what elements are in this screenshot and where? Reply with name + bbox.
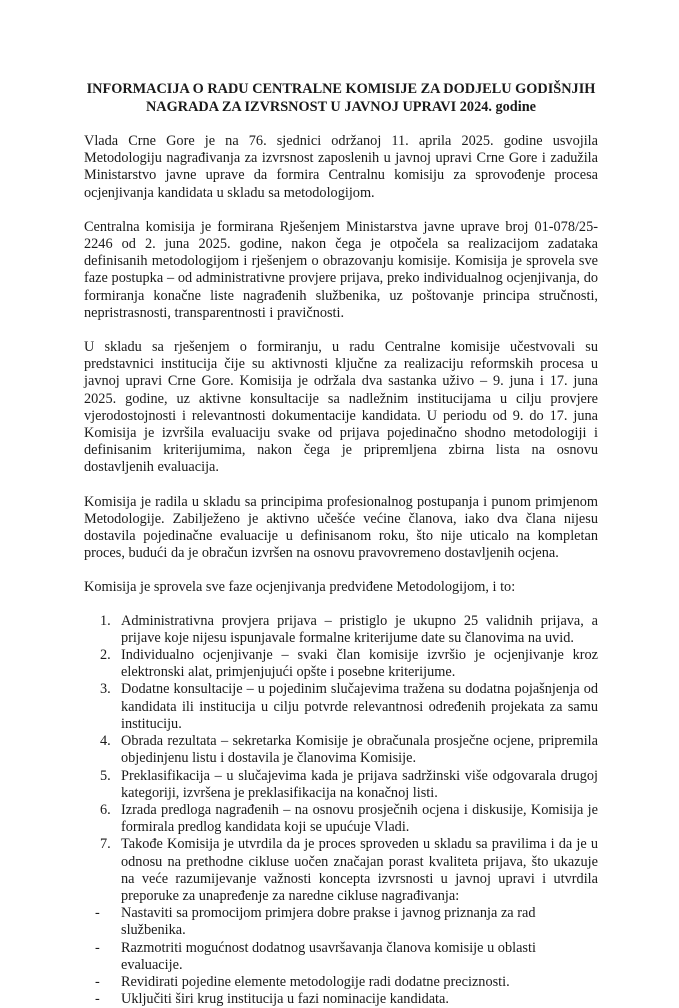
list-number: 5.: [100, 767, 111, 784]
list-item-text: Nastaviti sa promocijom primjera dobre prakse i javnog priznanja za rad službenika.: [121, 905, 536, 939]
list-item: [100, 767, 598, 802]
list-item: [95, 939, 598, 974]
phases-list: [84, 613, 598, 905]
list-item: [100, 681, 598, 733]
dash-bullet-icon: -: [95, 991, 100, 1008]
document-title: [84, 81, 598, 116]
paragraph-commission-work: Komisija je radila u skladu sa principima profesionalnog postupanja i punom primjenom Metodologije. Zabilježeno je aktivno učešće većine članova, iako dva člana nijesu dostavila pojedinačne evaluacije u definisanom roku, što nije uticalo na kompletan proces, budući da je obračun izvršen na osnovu pravovremeno dostavljenih ocjena.: [84, 493, 598, 562]
list-item: [95, 905, 598, 939]
list-item-text: Takođe Komisija je utvrdila da je proces sproveden u skladu sa pravilima i da je u odnosu na prethodne cikluse uočen značajan porast kvaliteta prijava, što ukazuje na veće razumijevanje važnosti koncepta izvrsnosti u javnoj upravi i utvrdila preporuke za unapređenje za naredne cikluse nagrađivanja:: [121, 836, 598, 904]
paragraph-government-decision: Vlada Crne Gore je na 76. sjednici održanoj 11. aprila 2025. godine usvojila Metodologiju nagrađivanja za izvrsnost zaposlenih u javnoj upravi Crne Gore i zadužila Ministarstvo javne uprave da formira Centralnu komisiju za sprovođenje procesa ocjenjivanja kandidata u skladu sa metodologijom.: [84, 133, 598, 201]
list-item: [100, 733, 598, 767]
list-number: 1.: [100, 612, 111, 629]
list-item-text: Uključiti širi krug institucija u fazi nominacije kandidata.: [121, 991, 449, 1008]
list-item: [100, 647, 598, 681]
list-number: 2.: [100, 647, 111, 664]
dash-bullet-icon: -: [95, 939, 100, 956]
paragraph-commission-members: U skladu sa rješenjem o formiranju, u radu Centralne komisije učestvovali su predstavnici institucija čije su aktivnosti ključne za realizaciju reformskih procesa u javnoj upravi Crne Gore. Komisija je održala dva sastanka uživo – 9. juna i 17. juna 2025. godine, uz aktivne konsultacije sa nadležnim institucijama u cilju provjere vjerodostojnosti i relevantnosti dokumentacije kandidata. U periodu od 9. do 17. juna Komisija je izvršila evaluaciju svake od prijava pojedinačno shodno metodologiji i definisanim kriterijumima, nakon čega je pripremljena zbirna lista na osnovu dostavljenih evaluacija.: [84, 339, 598, 476]
list-number: 3.: [100, 681, 111, 698]
title-line-1: INFORMACIJA O RADU CENTRALNE KOMISIJE ZA DODJELU GODIŠNJIH: [86, 81, 596, 97]
recommendations-list: [84, 905, 598, 1008]
list-number: 4.: [100, 733, 111, 750]
list-item: [100, 801, 598, 836]
paragraph-phases-intro: Komisija je sprovela sve faze ocjenjivanja predviđene Metodologijom, i to:: [84, 579, 516, 596]
list-item-text: Dodatne konsultacije – u pojedinim slučajevima tražena su dodatna pojašnjenja od kandidata ili institucija u cilju potvrde relevantnosi određenih projekata za samu instituciju.: [121, 681, 598, 732]
dash-bullet-icon: -: [95, 905, 100, 922]
list-item: [100, 836, 598, 905]
list-item-text: Izrada predloga nagrađenih – na osnovu prosječnih ocjena i diskusije, Komisija je formirala predlog kandidata koji se upućuje Vladi.: [121, 801, 598, 836]
list-item-text: Individualno ocjenjivanje – svaki član komisije izvršio je ocjenjivanje kroz elektronski alat, primjenjujući opšte i posebne kriterijume.: [121, 647, 598, 681]
list-item-text: Administrativna provjera prijava – pristiglo je ukupno 25 validnih prijava, a prijave koje nijesu ispunjavale formalne kriterijume date su članovima na uvid.: [121, 612, 598, 646]
list-number: 7.: [100, 836, 111, 853]
list-item-text: Obrada rezultata – sekretarka Komisije je obračunala prosječne ocjene, pripremila objedinjenu listu i dostavila je članovima Komisije.: [121, 733, 598, 767]
paragraph-commission-formation: Centralna komisija je formirana Rješenjem Ministarstva javne uprave broj 01-078/25-2246 od 2. juna 2025. godine, nakon čega je otpočela sa realizacijom zadataka definisanih metodologijom i rješenjem o obrazovanju komisije. Komisija je sprovela sve faze postupka – od administrativne provjere prijava, preko individualnog ocjenjivanja, do formiranja konačne liste nagrađenih službenika, uz poštovanje principa stručnosti, nepristrasnosti, transparentnosti i pravičnosti.: [84, 218, 598, 321]
list-item: [100, 612, 598, 647]
list-item: [95, 991, 598, 1008]
document-page: [84, 81, 598, 1008]
list-number: 6.: [100, 801, 111, 818]
list-item-text: Revidirati pojedine elemente metodologije radi dodatne preciznosti.: [121, 973, 510, 990]
list-item-text: Preklasifikacija – u slučajevima kada je prijava sadržinski više odgovarala drugoj kategoriji, izvršena je preklasifikacija na konačnoj listi.: [121, 767, 598, 801]
title-line-2: NAGRADA ZA IZVRSNOST U JAVNOJ UPRAVI 2024. godine: [145, 98, 537, 115]
list-item-text: Razmotriti mogućnost dodatnog usavršavanja članova komisije u oblasti evaluacije.: [121, 939, 536, 973]
list-item: [95, 973, 598, 991]
dash-bullet-icon: -: [95, 973, 100, 990]
